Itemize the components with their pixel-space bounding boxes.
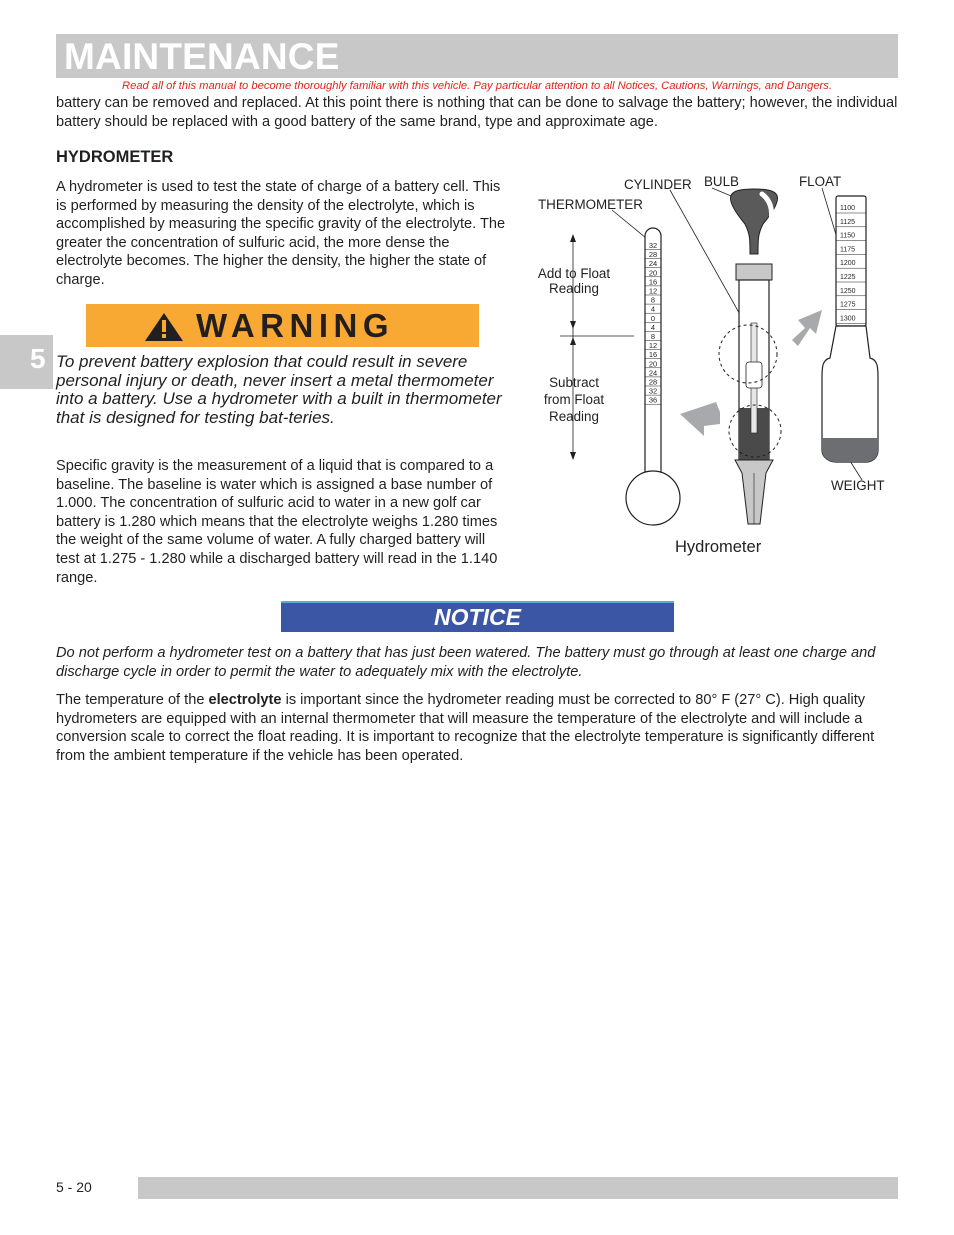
thermometer-tick-label: 8 <box>650 295 656 305</box>
temperature-text-end: is important since the hydrometer reading must be corrected to 80° F (27° C). High quality hydrometers are equipped with an internal thermometer that will measure the temperature of the electrolyte and will include a conversion scale to correct the float reading. It is important to recognize that the electrolyte temperature is significantly different from the ambient temperature if the vehicle has been operated. <box>56 692 875 764</box>
footer-bar <box>138 1177 898 1199</box>
notice-banner <box>281 601 674 632</box>
thermometer-tick-label: 36 <box>648 395 658 405</box>
add-label-line-2: Reading <box>549 281 599 296</box>
electrolyte-term: electrolyte <box>208 692 282 708</box>
thermometer-label: THERMOMETER <box>538 197 643 212</box>
thermometer-tick-label: 32 <box>648 386 658 396</box>
cylinder-label: CYLINDER <box>624 177 692 192</box>
float-tick-label: 1200 <box>840 260 856 268</box>
float-tick-label: 1125 <box>840 218 856 226</box>
thermometer-tick-label: 20 <box>648 359 658 369</box>
thermometer-tick-label: 24 <box>648 368 658 378</box>
add-to-float-label <box>536 266 612 296</box>
warning-text: To prevent battery explosion that could result in severe personal injury or death, never insert a metal thermometer into a battery. Use a hydrometer with a built in thermometer that is designed for testing bat-teries. <box>56 352 502 427</box>
chapter-tab <box>0 335 53 389</box>
section-heading: HYDROMETER <box>56 148 174 166</box>
subtract-from-float-label <box>536 374 612 425</box>
temperature-paragraph <box>56 691 898 765</box>
notice-text: Do not perform a hydrometer test on a battery that has just been watered. The battery must go through at least one charge and discharge cycle in order to permit the water to adequately mix with the electrolyte. <box>56 645 876 680</box>
warning-label: WARNING <box>196 307 394 344</box>
weight-label: WEIGHT <box>831 478 885 493</box>
header-bar <box>56 34 898 78</box>
safety-disclaimer: Read all of this manual to become thoroughly familiar with this vehicle. Pay particular attention to all Notices, Cautions, Warnings, and Dangers. <box>122 80 832 92</box>
hydrometer-intro-paragraph: A hydrometer is used to test the state of charge of a battery cell. This is performed by measuring the density of the electrolyte, which is accomplished by measuring the specific gravity of the electrolyte. The greater the concentration of sulfuric acid, the more dense the electrolyte becomes. The higher the density, the higher the state of charge. <box>56 179 506 288</box>
thermometer-tick-label: 8 <box>650 332 656 341</box>
float-tick-label: 1175 <box>840 246 856 254</box>
temperature-text-start: The temperature of the <box>56 692 209 708</box>
thermometer-tick-label: 24 <box>648 259 658 269</box>
thermometer-tick-label: 0 <box>650 313 656 323</box>
thermometer-tick-label: 16 <box>648 277 658 287</box>
add-label-line-1: Add to Float <box>537 266 611 281</box>
notice-label: NOTICE <box>434 604 521 630</box>
hydrometer-figure <box>530 168 900 588</box>
float-tick-label: 1275 <box>840 301 856 309</box>
float-tick-label: 1150 <box>840 232 856 240</box>
warning-banner <box>86 304 479 347</box>
subtract-label-line-3: Reading <box>549 409 599 424</box>
subtract-label-line-1: Subtract <box>549 375 599 390</box>
thermometer-tick-label: 20 <box>648 268 658 278</box>
subtract-label-line-2: from Float <box>543 392 605 407</box>
thermometer-tick-label: 28 <box>648 250 658 260</box>
thermometer-tick-label: 4 <box>650 322 656 332</box>
thermometer-tick-label: 32 <box>648 241 658 250</box>
specific-gravity-paragraph: Specific gravity is the measurement of a liquid that is compared to a baseline. The baseline is water which is assigned a base number of 1.000. The concentration of sulfuric acid to water in a new golf car battery is 1.280 which means that the electrolyte weighs 1.280 times the weight of the same volume of water. A fully charged battery will test at 1.275 - 1.280 while a discharged battery will read in the 1.140 range. <box>56 458 498 586</box>
float-tick-label: 1250 <box>840 287 856 295</box>
float-tick-label: 1225 <box>840 274 856 281</box>
page-title: MAINTENANCE <box>64 36 340 77</box>
thermometer-tick-label: 16 <box>648 350 658 360</box>
thermometer-tick-label: 4 <box>650 304 656 314</box>
bulb-label: BULB <box>704 174 739 189</box>
figure-caption: Hydrometer <box>675 538 762 556</box>
thermometer-tick-label: 28 <box>648 377 658 387</box>
thermometer-tick-label: 12 <box>648 286 658 296</box>
page-number: 5 - 20 <box>56 1179 92 1195</box>
continued-paragraph: battery can be removed and replaced. At this point there is nothing that can be done to salvage the battery; however, the individual battery should be replaced with a good battery of the same brand, type and approximate age. <box>56 95 898 130</box>
chapter-number: 5 <box>30 343 46 374</box>
float-tick-label: 1100 <box>840 205 856 212</box>
float-tick-label: 1300 <box>840 315 856 323</box>
thermometer-tick-label: 12 <box>648 341 658 351</box>
float-label: FLOAT <box>799 174 842 189</box>
warning-triangle-icon <box>144 312 184 342</box>
